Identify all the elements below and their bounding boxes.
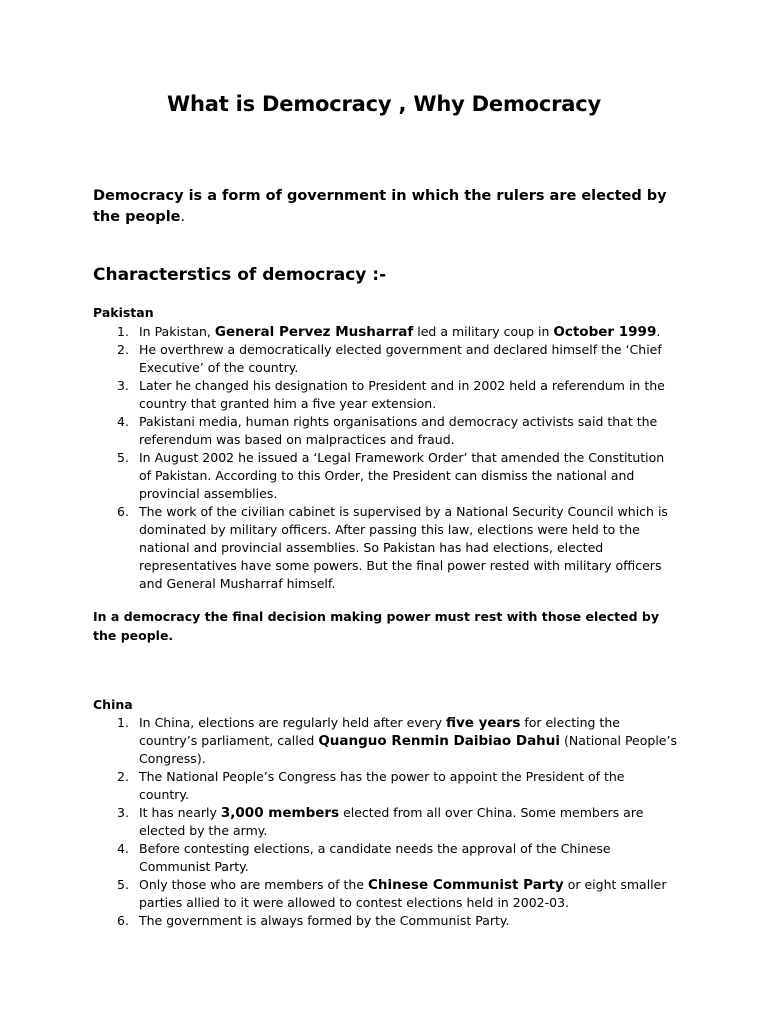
list-item-text: Later he changed his designation to President and in 2002 held a referendum in the country that granted him a five year extension. (139, 378, 665, 411)
list-item (93, 341, 678, 377)
list-item-text: Only those who are members of the (139, 877, 369, 892)
list-item-number: 1. (117, 715, 129, 730)
list-item-text: Before contesting elections, a candidate needs the approval of the Chinese Communist Party. (139, 841, 611, 874)
list-item (93, 714, 678, 768)
list-item-text: The National People’s Congress has the power to appoint the President of the country. (139, 769, 625, 802)
list-item-number: 6. (117, 913, 129, 928)
list-item-number: 2. (117, 342, 129, 357)
definition-period: . (180, 209, 186, 225)
list-item (93, 804, 678, 840)
list-item (93, 876, 678, 912)
pakistan-list (93, 323, 678, 593)
conclusion-paragraph: In a democracy the final decision making power must rest with those elected by the people. (93, 609, 659, 643)
list-item-text: The government is always formed by the Communist Party. (139, 913, 510, 928)
list-item (93, 413, 678, 449)
list-item-number: 5. (117, 450, 129, 465)
list-item (93, 323, 678, 341)
list-item-text: (National People’s Congress). (139, 733, 677, 766)
list-item-text: elected from all over China. Some members are elected by the army. (139, 805, 644, 838)
list-item-text: or eight smaller parties allied to it were allowed to contest elections held in 2002-03. (139, 877, 667, 910)
list-item-emphasis: General Pervez Musharraf (214, 324, 414, 340)
definition-paragraph (93, 186, 693, 228)
list-item-text: . (656, 324, 661, 339)
list-item-emphasis: 3,000 members (220, 805, 340, 821)
list-item (93, 503, 678, 593)
list-item-text: It has nearly (139, 805, 221, 820)
list-item-text: led a military coup in (413, 324, 554, 339)
list-item-number: 3. (117, 805, 129, 820)
list-item-text: Pakistani media, human rights organisations and democracy activists said that the referendum was based on malpractices and fraud. (139, 414, 658, 447)
list-item-text: In August 2002 he issued a ‘Legal Framework Order’ that amended the Constitution of Pakistan. According to this Order, the President can dismiss the national and provincial assemblies. (139, 450, 665, 501)
list-item-text: for electing the country’s parliament, called (139, 715, 620, 748)
list-item-number: 3. (117, 378, 129, 393)
list-item-text: He overthrew a democratically elected government and declared himself the ‘Chief Executive’ of the country. (139, 342, 662, 375)
list-item-emphasis: five years (445, 715, 521, 731)
list-item (93, 449, 678, 503)
list-item-text: In Pakistan, (139, 324, 215, 339)
list-item-number: 5. (117, 877, 129, 892)
definition-text: Democracy is a form of government in which the rulers are elected by the people (93, 188, 667, 225)
list-item-emphasis: Chinese Communist Party (368, 877, 564, 893)
characteristics-heading: Characterstics of democracy :- (93, 265, 387, 285)
list-item-emphasis: Quanguo Renmin Daibiao Dahui (318, 733, 561, 749)
list-item (93, 377, 678, 413)
china-heading: China (93, 697, 133, 712)
list-item-number: 6. (117, 504, 129, 519)
list-item-number: 4. (117, 414, 129, 429)
china-list (93, 714, 678, 930)
list-item-number: 4. (117, 841, 129, 856)
list-item-text: In China, elections are regularly held after every (139, 715, 446, 730)
list-item (93, 768, 678, 804)
list-item-text: The work of the civilian cabinet is supervised by a National Security Council which is dominated by military officers. After passing this law, elections were held to the national and provincial assemblies. So Pakistan has had elections, elected representatives have some powers. But the final power rested with military officers and General Musharraf himself. (139, 504, 668, 591)
list-item (93, 912, 678, 930)
list-item-number: 1. (117, 324, 129, 339)
pakistan-heading: Pakistan (93, 305, 154, 320)
list-item-number: 2. (117, 769, 129, 784)
list-item (93, 840, 678, 876)
page-title: What is Democracy , Why Democracy (167, 92, 601, 116)
list-item-emphasis: October 1999 (553, 324, 657, 340)
